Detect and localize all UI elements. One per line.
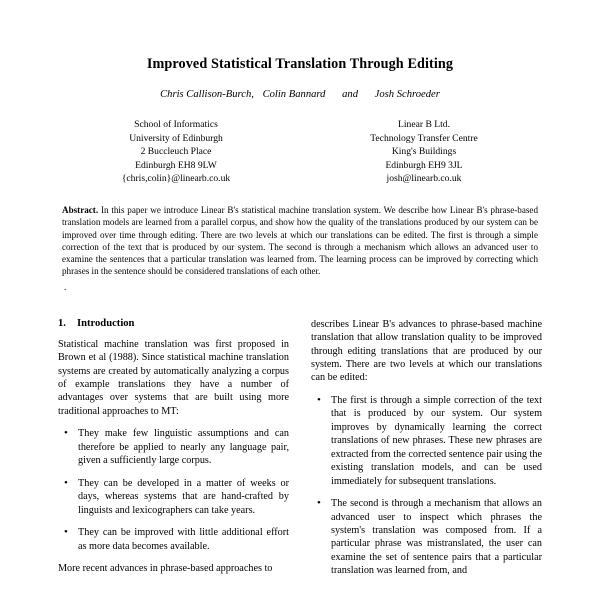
list-item: • They can be developed in a matter of weeks or days, whereas systems that are hand-crafted by linguists and lexicographers can take years.: [58, 477, 289, 517]
author-3: Josh Schroeder: [374, 89, 440, 100]
paragraph-tail: More recent advances in phrase-based approaches to: [58, 562, 273, 574]
list-item: • The second is through a mechanism that allows an advanced user to inspect which phrases the system's translation was composed from. If a particular phrase was mistranslated, the user can examine the set of sentence pairs that a particular translation was learned from, and: [311, 497, 542, 578]
section-number: 1.: [58, 317, 66, 329]
page-title: Improved Statistical Translation Through Editing: [146, 56, 454, 72]
section-heading-introduction: [58, 318, 289, 329]
paragraph: Statistical machine translation was first proposed in Brown et al (1988). Since statistical machine translation systems are created by automatically analyzing a corpus of example translations they have a number of advantages over systems that are built using more traditional approaches to MT:: [58, 338, 289, 417]
affiliation-right-line-4: Edinburgh EH9 3JL: [385, 159, 463, 171]
affiliation-left: [81, 118, 271, 186]
abstract-label: Abstract.: [62, 205, 99, 216]
list-item: • They make few linguistic assumptions and can therefore be applied to nearly any language pair, given a sufficiently large corpus.: [58, 427, 289, 467]
paragraph: describes Linear B's advances to phrase-based machine translation that allow translation quality to be improved through editing translations that are produced by our system. There are two levels at which our translations can be edited:: [311, 318, 542, 384]
affiliation-right-line-3: King's Buildings: [391, 146, 457, 158]
section-title: Introduction: [76, 317, 135, 329]
left-bullet-list: [58, 427, 289, 553]
abstract: [62, 204, 538, 278]
column-right: [311, 318, 542, 587]
affiliations: [58, 118, 542, 186]
affiliation-left-email[interactable]: {chris,colin}@linearb.co.uk: [121, 173, 231, 185]
affiliation-left-line-2: University of Edinburgh: [129, 132, 223, 144]
affiliation-left-line-4: Edinburgh EH8 9LW: [135, 159, 217, 171]
affiliation-left-line-1: School of Informatics: [134, 119, 218, 130]
affiliation-right-line-2: Technology Transfer Centre: [370, 132, 478, 144]
affiliation-right-email[interactable]: josh@linearb.co.uk: [386, 173, 462, 185]
right-bullet-list: [311, 394, 542, 578]
author-2: Colin Bannard: [262, 89, 326, 100]
author-1: Chris Callison-Burch,: [160, 89, 254, 100]
affiliation-right-line-1: Linear B Ltd.: [398, 119, 450, 130]
two-column-body: [58, 318, 542, 587]
list-item: • The first is through a simple correction of the text that is produced by our system. Our system improves by dynamically learning the correct translations of new phrases. These new phrases are extracted from the corrected sentence pair using the existing translation models, and can be used immediately for subsequent translations.: [311, 394, 542, 488]
affiliation-right: [329, 118, 519, 186]
stray-period: .: [64, 281, 67, 292]
affiliation-left-line-3: 2 Buccleuch Place: [140, 146, 212, 158]
abstract-text: In this paper we introduce Linear B's statistical machine translation system. We describe how Linear B's phrase-based translation models are learned from a parallel corpus, and show how the quality of the translations produced by our system can be improved over time through editing. There are two levels at which our translations can be edited. The first is through a simple correction of the text that is produced by our system. The second is through a mechanism which allows an advanced user to examine the sentences that a particular translation was learned from. The learning process can be improved by correcting which phrases in the sentence should be considered translations of each other.: [62, 205, 538, 277]
author-list: [58, 89, 542, 100]
author-conjunction: and: [342, 89, 358, 100]
column-left: [58, 318, 289, 587]
list-item: • They can be improved with little additional effort as more data becomes available.: [58, 526, 289, 553]
